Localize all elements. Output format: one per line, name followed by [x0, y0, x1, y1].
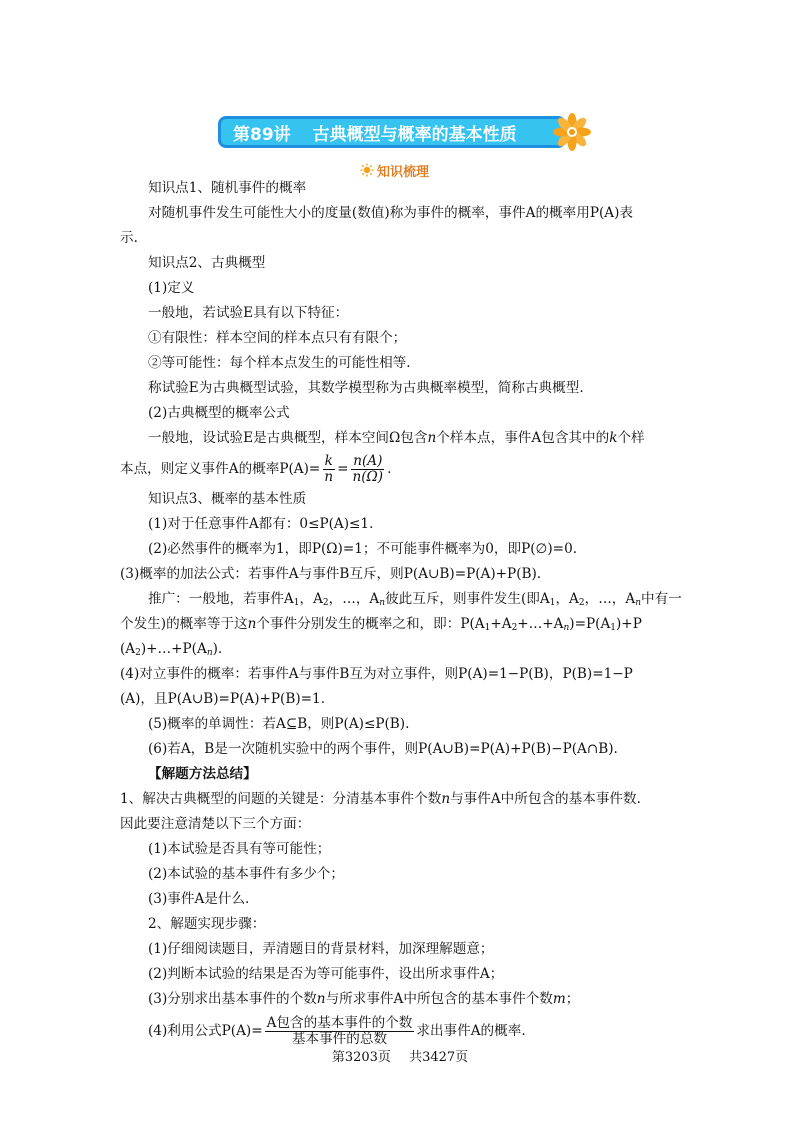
text-line: (2)本试验的基本事件有多少个；	[148, 866, 344, 882]
text-line: (1)仔细阅读题目，弄清题目的背景材料，加深理解题意；	[148, 941, 494, 957]
title-box	[218, 116, 566, 148]
probability-formula-step: (4)利用公式P(A)= $\frac{\text{A包含的基本事件的个数}}{\text{基本事件的总数}}$ 求出事件A的概率.	[148, 1015, 526, 1047]
text-line: 一般地，若试验E具有以下特征：	[148, 305, 349, 321]
text-line: ①有限性：样本空间的样本点只有有限个；	[148, 330, 407, 346]
sun-icon	[360, 163, 374, 177]
text-line: (A)，且P(A∪B)=P(A)+P(B)=1.	[120, 691, 326, 707]
fraction-nA-over-nOmega: $\frac{n(A)}{n(\Omega)}$	[352, 453, 384, 485]
text-line: (5)概率的单调性：若A⊆B，则P(A)≤P(B).	[148, 716, 410, 732]
text-line: (3)事件A是什么.	[148, 891, 250, 907]
text-line: ②等可能性：每个样本点发生的可能性相等.	[148, 355, 411, 371]
text-line: 2、解题实现步骤：	[148, 916, 266, 932]
kp1-heading: 知识点1、随机事件的概率	[148, 180, 307, 196]
kp3-heading: 知识点3、概率的基本性质	[148, 491, 307, 507]
page-footer	[0, 1046, 800, 1065]
title-banner	[218, 112, 590, 156]
text-line: (3)分别求出基本事件的个数n与所求事件A中所包含的基本事件个数m；	[148, 991, 580, 1007]
fraction-count-over-total: $\frac{\text{A包含的基本事件的个数}}{\text{基本事件的总数}}$	[266, 1015, 413, 1047]
text-line: 示.	[120, 230, 138, 246]
text-line: (2)必然事件的概率为1，即P(Ω)=1；不可能事件概率为0，即P(∅)=0.	[148, 541, 578, 557]
classical-probability-formula: 本点，则定义事件A的概率P(A)= $\frac{k}{n}$ = $\frac{n(A)}{n(\Omega)}$ .	[120, 453, 392, 485]
section-title: 知识梳理	[377, 164, 430, 180]
text-line: (1)定义	[148, 280, 195, 296]
lecture-number: 第89讲	[233, 124, 291, 145]
text-line: (2)古典概型的概率公式	[148, 405, 290, 421]
flower-icon	[552, 112, 592, 152]
text-line: (4)对立事件的概率：若事件A与事件B互为对立事件，则P(A)=1−P(B)，P(B)=1−P	[120, 666, 633, 682]
text-line: 1、解决古典概型的问题的关键是：分清基本事件个数n与事件A中所包含的基本事件数.	[120, 791, 641, 807]
generalization-paragraph: 推广：一般地，若事件$A_1$，$A_2$，…，$A_n$彼此互斥，则事件发生(即$A_1$，$A_2$，…，$A_n$中有一个发生)的概率等于这n个事件分别发生的概率之和，即：$P(A_1+A_2+\dots+A_n)=P(A_1)+P$ $(A_2)+\dots+P(A_n)$.	[120, 591, 682, 658]
text-line: 对随机事件发生可能性大小的度量(数值)称为事件的概率，事件A的概率用P(A)表	[148, 205, 633, 221]
lecture-topic: 古典概型与概率的基本性质	[312, 124, 517, 145]
text-line: (1)本试验是否具有等可能性；	[148, 841, 331, 857]
text-line: (1)对于任意事件A都有：0≤P(A)≤1.	[148, 516, 374, 532]
text-line: (3)概率的加法公式：若事件A与事件B互斥，则P(A∪B)=P(A)+P(B).	[120, 566, 542, 582]
kp2-heading: 知识点2、古典概型	[148, 255, 266, 271]
text-line: (2)判断本试验的结果是否为等可能事件，设出所求事件A；	[148, 966, 504, 982]
fraction-k-over-n: $\frac{k}{n}$	[324, 453, 334, 485]
method-heading: 【解题方法总结】	[148, 766, 257, 782]
content	[120, 176, 682, 1050]
page-total: 共3427页	[409, 1050, 469, 1065]
text-line: (6)若A，B是一次随机实验中的两个事件，则P(A∪B)=P(A)+P(B)−P(A∩B).	[148, 741, 618, 757]
text-line: 称试验E为古典概型试验，其数学模型称为古典概率模型，简称古典概型.	[148, 380, 584, 396]
text-line: 因此要注意清楚以下三个方面：	[120, 816, 311, 832]
page-number: 第3203页	[331, 1050, 391, 1065]
formula-intro-line: 一般地，设试验E是古典概型，样本空间Ω包含n个样本点，事件A包含其中的k个样	[148, 430, 645, 446]
